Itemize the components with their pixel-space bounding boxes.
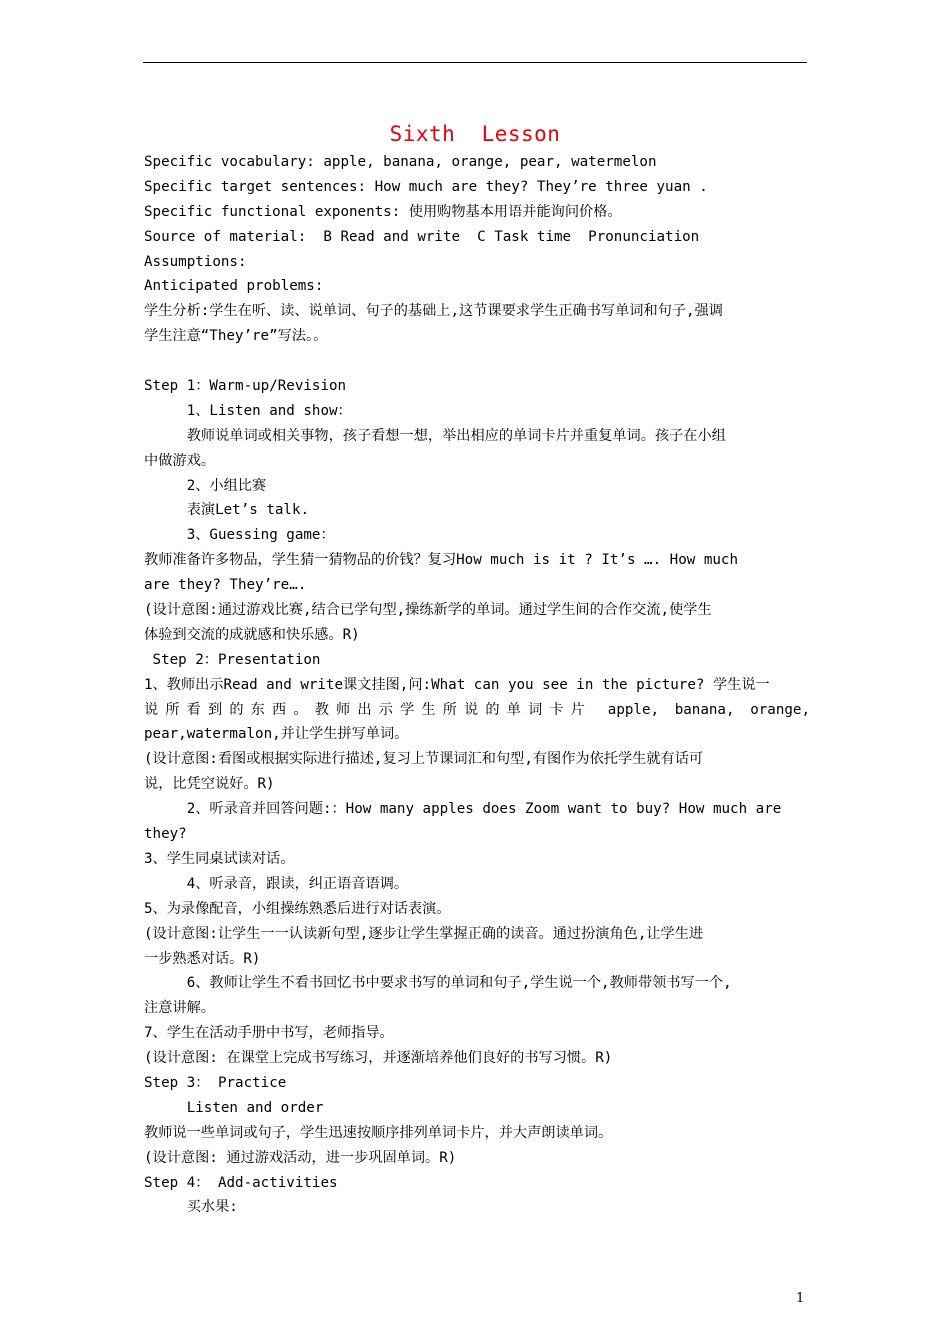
- step-2-item-1-text-1: 1、教师出示Read and write课文挂图,问:What can you see in the picture? 学生说一: [144, 676, 770, 693]
- step-3-heading: Step 3： Practice: [144, 1074, 287, 1091]
- step-1-item-3-text-1: 教师准备许多物品，学生猜一猜物品的价钱？复习How much is it ? It’s …. How much: [144, 552, 738, 569]
- step-1-design-note-1: (设计意图:通过游戏比赛,结合已学句型,操练新学的单词。通过学生间的合作交流,使学生: [144, 602, 712, 619]
- step-2-design-note-3: (设计意图:让学生一一认读新句型,逐步让学生掌握正确的读音。通过扮演角色,让学生进: [144, 925, 704, 942]
- step-1-item-3-text-2: are they? They’re….: [144, 577, 307, 594]
- step-2-design-note-5: (设计意图: 在课堂上完成书写练习，并逐渐培养他们良好的书写习惯。R): [144, 1050, 613, 1067]
- student-analysis-line-1: 学生分析:学生在听、读、说单词、句子的基础上,这节课要求学生正确书写单词和句子,强调: [144, 303, 723, 320]
- step-1-item-3: 3、Guessing game：: [144, 527, 335, 544]
- step-4-heading: Step 4： Add-activities: [144, 1174, 338, 1191]
- step-2-item-7: 7、学生在活动手册中书写，老师指导。: [144, 1025, 394, 1042]
- anticipated-problems-line: Anticipated problems:: [144, 278, 324, 295]
- step-2-item-6-text-1: 6、教师让学生不看书回忆书中要求书写的单词和句子,学生说一个,教师带领书写一个,: [144, 975, 732, 992]
- step-3-activity: Listen and order: [144, 1099, 324, 1116]
- step-4-activity: 买水果:: [144, 1199, 238, 1216]
- step-1-item-2-text: 表演Let’s talk.: [144, 502, 310, 519]
- vocabulary-line: Specific vocabulary: apple, banana, orange, pear, watermelon: [144, 154, 657, 170]
- step-2-item-4: 4、听录音，跟读，纠正语音语调。: [144, 875, 409, 892]
- student-analysis-line-2: 学生注意“They’re”写法。。: [144, 328, 328, 345]
- step-2-item-3: 3、学生同桌试读对话。: [144, 850, 295, 867]
- step-3-text: 教师说一些单词或句子，学生迅速按顺序排列单词卡片，并大声朗读单词。: [144, 1124, 613, 1141]
- step-1-heading: Step 1：Warm-up/Revision: [144, 378, 347, 395]
- step-2-design-note-2: 说，比凭空说好。R): [144, 776, 275, 793]
- target-sentences-line: Specific target sentences: How much are they? They’re three yuan .: [144, 178, 708, 195]
- step-2-item-2-text-1: 2、听录音并回答问题:：How many apples does Zoom want to buy? How much are: [144, 801, 782, 818]
- step-2-item-6-text-2: 注意讲解。: [144, 1000, 215, 1017]
- step-2-design-note-1: (设计意图:看图或根据实际进行描述,复习上节课词汇和句型,有图作为依托学生就有话可: [144, 751, 704, 768]
- functional-exponents-line: Specific functional exponents: 使用购物基本用语并能询问价格。: [144, 203, 622, 220]
- step-2-item-1-text-2: 说所看到的东西。教师出示学生所说的单词卡片 apple, banana, orange,: [144, 701, 810, 718]
- lesson-body: [144, 150, 810, 1220]
- blank-line: [144, 349, 810, 374]
- step-2-item-5: 5、为录像配音，小组操练熟悉后进行对话表演。: [144, 900, 451, 917]
- step-1-item-1-text-2: 中做游戏。: [144, 452, 215, 469]
- lesson-title: Sixth Lesson: [389, 122, 561, 146]
- step-2-item-2-text-2: they?: [144, 826, 187, 843]
- header-rule: [143, 62, 807, 63]
- step-1-design-note-2: 体验到交流的成就感和快乐感。R): [144, 626, 360, 643]
- step-3-design-note: (设计意图: 通过游戏活动，进一步巩固单词。R): [144, 1149, 457, 1166]
- step-1-item-2: 2、小组比赛: [144, 477, 267, 494]
- step-1-item-1: 1、Listen and show：: [144, 402, 352, 419]
- step-2-item-1-text-3: pear,watermalon,并让学生拼写单词。: [144, 726, 409, 743]
- page-number: 1: [796, 1291, 805, 1306]
- step-1-item-1-text-1: 教师说单词或相关事物，孩子看想一想，举出相应的单词卡片并重复单词。孩子在小组: [144, 427, 726, 444]
- assumptions-line: Assumptions:: [144, 253, 247, 270]
- step-2-design-note-4: 一步熟悉对话。R): [144, 950, 261, 967]
- step-2-heading: Step 2：Presentation: [144, 651, 321, 668]
- source-of-material-line: Source of material: B Read and write C Task time Pronunciation: [144, 228, 700, 245]
